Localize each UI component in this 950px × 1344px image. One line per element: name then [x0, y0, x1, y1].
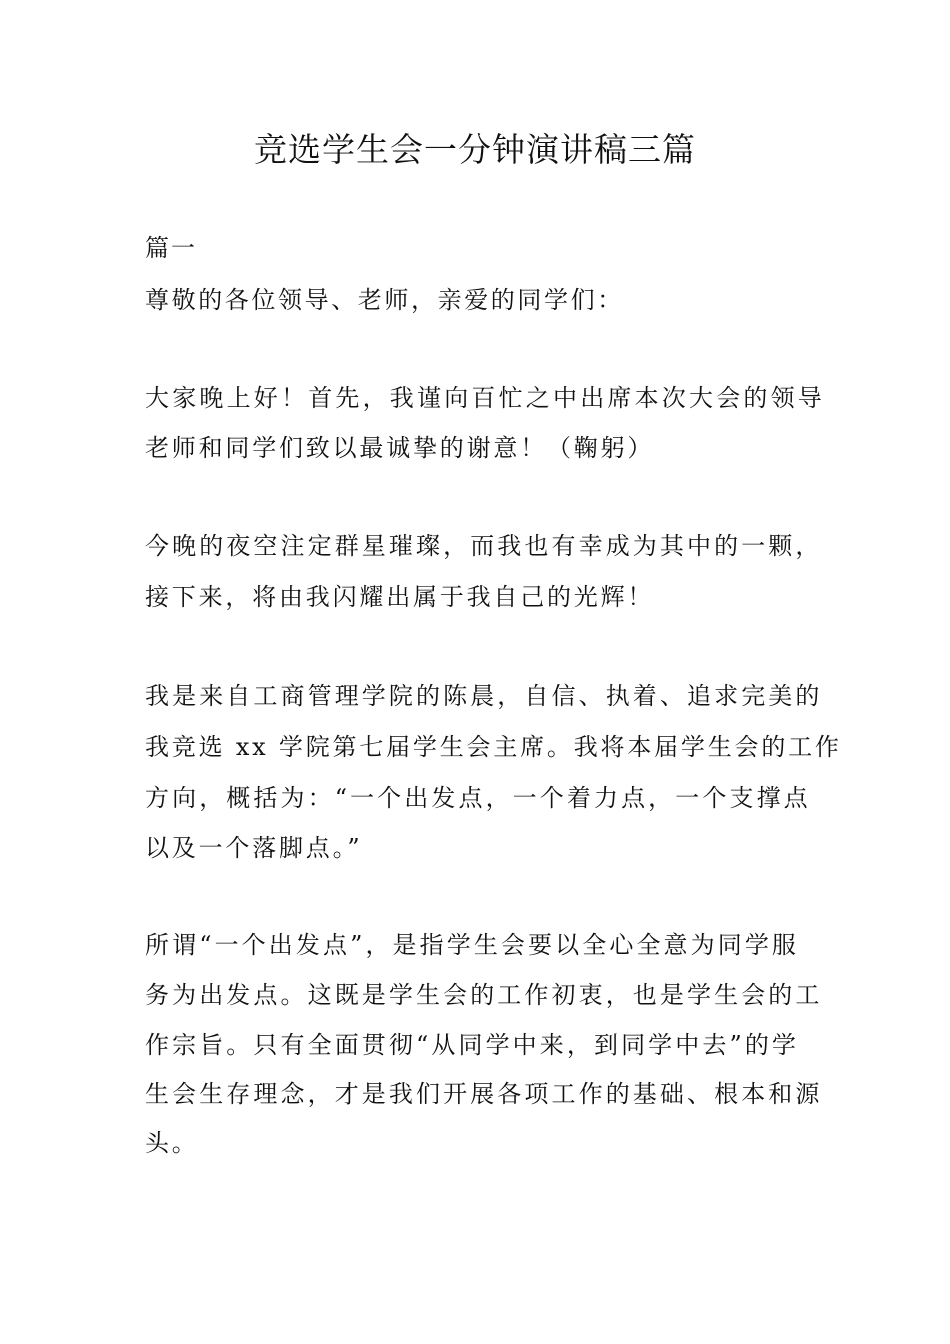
- document-title: 竞选学生会一分钟演讲稿三篇: [254, 130, 696, 169]
- paragraph-line: 我竞选 xx 学院第七届学生会主席。我将本届学生会的工作: [145, 733, 842, 761]
- paragraph-line: 大家晚上好！首先，我谨向百忙之中出席本次大会的领导: [145, 384, 825, 412]
- paragraph-line: 头。: [145, 1129, 199, 1157]
- paragraph-line: 我是来自工商管理学院的陈晨，自信、执着、追求完美的: [145, 682, 823, 710]
- paragraph-line: 务为出发点。这既是学生会的工作初衷，也是学生会的工: [145, 981, 823, 1009]
- paragraph-line: 方向，概括为：“一个出发点，一个着力点，一个支撑点: [145, 784, 811, 812]
- salutation-line: 尊敬的各位领导、老师，亲爱的同学们：: [145, 286, 624, 314]
- paragraph-line: 老师和同学们致以最诚挚的谢意！（鞠躬）: [145, 434, 655, 462]
- paragraph-line: 生会生存理念，才是我们开展各项工作的基础、根本和源: [145, 1080, 823, 1108]
- paragraph-line: 作宗旨。只有全面贯彻“从同学中来，到同学中去”的学: [145, 1031, 800, 1059]
- paragraph-line: 以及一个落脚点。”: [145, 834, 363, 862]
- section-heading: 篇一: [145, 234, 197, 262]
- paragraph-line: 接下来，将由我闪耀出属于我自己的光辉！: [145, 583, 655, 611]
- paragraph-line: 所谓“一个出发点”，是指学生会要以全心全意为同学服: [145, 931, 800, 959]
- paragraph-line: 今晚的夜空注定群星璀璨，而我也有幸成为其中的一颗，: [145, 532, 823, 560]
